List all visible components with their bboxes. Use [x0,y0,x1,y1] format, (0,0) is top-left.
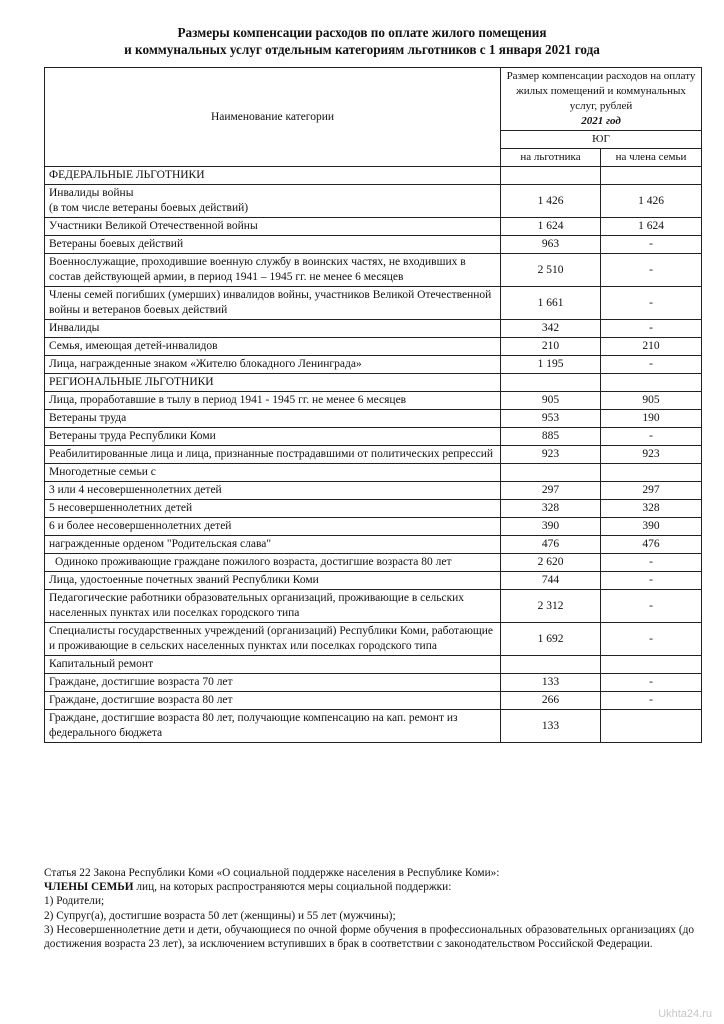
empty-cell [601,656,702,674]
amount-per-beneficiary: 342 [501,320,601,338]
table-row [45,356,702,374]
amount-per-beneficiary: 1 195 [501,356,601,374]
amount-per-family-member: 210 [601,338,702,356]
amount-per-family-member: - [601,674,702,692]
table-row [45,392,702,410]
footer-members-bold: ЧЛЕНЫ СЕМЬИ [44,881,134,894]
amount-per-family-member: 297 [601,482,702,500]
amount-per-beneficiary: 953 [501,410,601,428]
amount-per-family-member: 476 [601,536,702,554]
amount-per-family-member: - [601,428,702,446]
header-per-beneficiary: на льготника [501,149,601,167]
footer-members [44,880,694,894]
category-label: 5 несовершеннолетних детей [49,502,193,514]
amount-per-beneficiary: 210 [501,338,601,356]
footer-members-rest: лиц, на которых распространяются меры социальной поддержки: [133,881,452,894]
amount-per-beneficiary: 1 692 [501,623,601,656]
amount-per-beneficiary: 905 [501,392,601,410]
amount-per-beneficiary: 923 [501,446,601,464]
amount-per-beneficiary: 2 510 [501,254,601,287]
category-name [45,320,501,338]
footer-item-3: 3) Несовершеннолетние дети и дети, обучающиеся по очной форме обучения в профессиональных образовательных организациях (до достижения возраста 23 лет), за исключением вступивших в брак в соответствии с законодательством Российской Федерации. [44,923,694,951]
table-row [45,554,702,572]
amount-per-family-member: - [601,287,702,320]
category-name [45,623,501,656]
amount-per-family-member: 923 [601,446,702,464]
amount-per-family-member: - [601,236,702,254]
category-label: Лица, удостоенные почетных званий Республики Коми [49,574,319,586]
table-row [45,410,702,428]
category-name [45,518,501,536]
header-year: 2021 год [581,115,621,127]
table-row [45,500,702,518]
empty-cell [501,656,601,674]
empty-cell [601,374,702,392]
category-label: Лица, награжденные знаком «Жителю блокадного Ленинграда» [49,358,362,370]
category-label: Ветераны труда Республики Коми [49,430,216,442]
table-row [45,218,702,236]
category-label: Специалисты государственных учреждений (организаций) Республики Коми, работающие и проживающие в сельских населенных пунктах или поселках городского типа [49,625,494,652]
table-row [45,572,702,590]
amount-per-beneficiary: 1 661 [501,287,601,320]
amount-per-family-member: 1 624 [601,218,702,236]
table-row [45,428,702,446]
amount-per-family-member: 905 [601,392,702,410]
amount-per-beneficiary: 744 [501,572,601,590]
category-label: Многодетные семьи с [49,466,156,478]
compensation-table [44,67,702,743]
amount-per-beneficiary: 390 [501,518,601,536]
header-per-family-member: на члена семьи [601,149,702,167]
category-name [45,482,501,500]
category-label: Реабилитированные лица и лица, признанные пострадавшими от политических репрессий [49,448,494,460]
category-name [45,710,501,743]
category-name [45,674,501,692]
table-row [45,710,702,743]
amount-per-beneficiary: 1 426 [501,185,601,218]
table-row [45,518,702,536]
watermark: Ukhta24.ru [658,1008,712,1020]
amount-per-beneficiary: 885 [501,428,601,446]
category-label: Ветераны труда [49,412,127,424]
table-row [45,692,702,710]
amount-per-beneficiary: 266 [501,692,601,710]
amount-per-family-member: - [601,320,702,338]
category-name [45,410,501,428]
footer-item-1: 1) Родители; [44,895,105,908]
amount-per-family-member [601,710,702,743]
table-row [45,338,702,356]
category-label: Педагогические работники образовательных организаций, проживающие в сельских населенных пунктах или поселках городского типа [49,592,465,619]
category-name [45,500,501,518]
category-name [45,356,501,374]
amount-per-family-member: 1 426 [601,185,702,218]
amount-per-beneficiary [501,464,601,482]
category-name [45,392,501,410]
table-row [45,254,702,287]
amount-per-beneficiary: 2 620 [501,554,601,572]
table-body [45,167,702,743]
table-row [45,185,702,218]
title-line-1: Размеры компенсации расходов по оплате жилого помещения [177,25,547,40]
section-heading: ФЕДЕРАЛЬНЫЕ ЛЬГОТНИКИ [45,167,501,185]
category-label: награжденные орденом "Родительская слава" [49,538,272,550]
category-name [45,692,501,710]
amount-per-beneficiary: 328 [501,500,601,518]
amount-per-family-member: - [601,623,702,656]
amount-per-beneficiary: 297 [501,482,601,500]
category-name [45,287,501,320]
title-line-2: и коммунальных услуг отдельным категориям льготников с 1 января 2021 года [124,42,600,57]
category-name [45,536,501,554]
table-row [45,674,702,692]
amount-per-family-member: 328 [601,500,702,518]
category-name [45,464,501,482]
table-row [45,287,702,320]
footer-notes [44,866,694,951]
amount-per-family-member: - [601,692,702,710]
section-row [45,656,702,674]
amount-per-family-member: - [601,590,702,623]
category-name [45,254,501,287]
category-name [45,590,501,623]
category-label: Военнослужащие, проходившие военную службу в воинских частях, не входивших в состав действующей армии, в период 1941 – 1945 гг. не менее 6 месяцев [49,256,466,283]
table-row [45,446,702,464]
category-label: Инвалиды войны [49,187,134,199]
amount-per-family-member: - [601,554,702,572]
amount-per-family-member [601,464,702,482]
category-label: Участники Великой Отечественной войны [49,220,258,232]
category-label: Граждане, достигшие возраста 80 лет, получающие компенсацию на кап. ремонт из федерального бюджета [49,712,458,739]
amount-per-family-member: 190 [601,410,702,428]
category-label: Лица, проработавшие в тылу в период 1941 - 1945 гг. не менее 6 месяцев [49,394,407,406]
category-name [45,446,501,464]
amount-per-family-member: - [601,356,702,374]
category-label-note: (в том числе ветераны боевых действий) [49,202,249,214]
category-name [45,554,501,572]
header-region: ЮГ [501,131,702,149]
table-row [45,464,702,482]
amount-per-beneficiary: 2 312 [501,590,601,623]
category-label: Инвалиды [49,322,100,334]
amount-per-beneficiary: 963 [501,236,601,254]
category-name [45,218,501,236]
table-row [45,590,702,623]
footer-item-2: 2) Супруг(а), достигшие возраста 50 лет (женщины) и 55 лет (мужчины); [44,909,396,922]
amount-per-beneficiary: 133 [501,674,601,692]
table-row [45,236,702,254]
table-row [45,536,702,554]
category-label: Граждане, достигшие возраста 70 лет [49,676,233,688]
category-name [45,572,501,590]
header-amount: Размер компенсации расходов на оплату жилых помещений и коммунальных услуг, рублей 2021 год [501,68,702,131]
amount-per-beneficiary: 1 624 [501,218,601,236]
category-name [45,185,501,218]
category-label: Члены семей погибших (умерших) инвалидов войны, участников Великой Отечественной войны и ветеранов боевых действий [49,289,492,316]
footer-law: Статья 22 Закона Республики Коми «О социальной поддержке населения в Республике Коми»: [44,867,500,879]
document-title [0,24,724,58]
table-row [45,623,702,656]
category-name [45,428,501,446]
category-label: Ветераны боевых действий [49,238,184,250]
empty-cell [501,167,601,185]
category-label: 3 или 4 несовершеннолетних детей [49,484,222,496]
table-row [45,320,702,338]
amount-per-family-member: - [601,572,702,590]
amount-per-family-member: - [601,254,702,287]
empty-cell [601,167,702,185]
amount-per-beneficiary: 133 [501,710,601,743]
section-row [45,167,702,185]
section-heading: РЕГИОНАЛЬНЫЕ ЛЬГОТНИКИ [45,374,501,392]
empty-cell [501,374,601,392]
amount-per-family-member: 390 [601,518,702,536]
section-heading: Капитальный ремонт [45,656,501,674]
section-row [45,374,702,392]
category-label: Граждане, достигшие возраста 80 лет [49,694,233,706]
category-name [45,338,501,356]
category-label: 6 и более несовершеннолетних детей [49,520,232,532]
category-label: Одиноко проживающие граждане пожилого возраста, достигшие возраста 80 лет [55,556,452,568]
header-category-name: Наименование категории [45,68,501,167]
table-row [45,482,702,500]
category-label: Семья, имеющая детей-инвалидов [49,340,218,352]
category-name [45,236,501,254]
amount-per-beneficiary: 476 [501,536,601,554]
